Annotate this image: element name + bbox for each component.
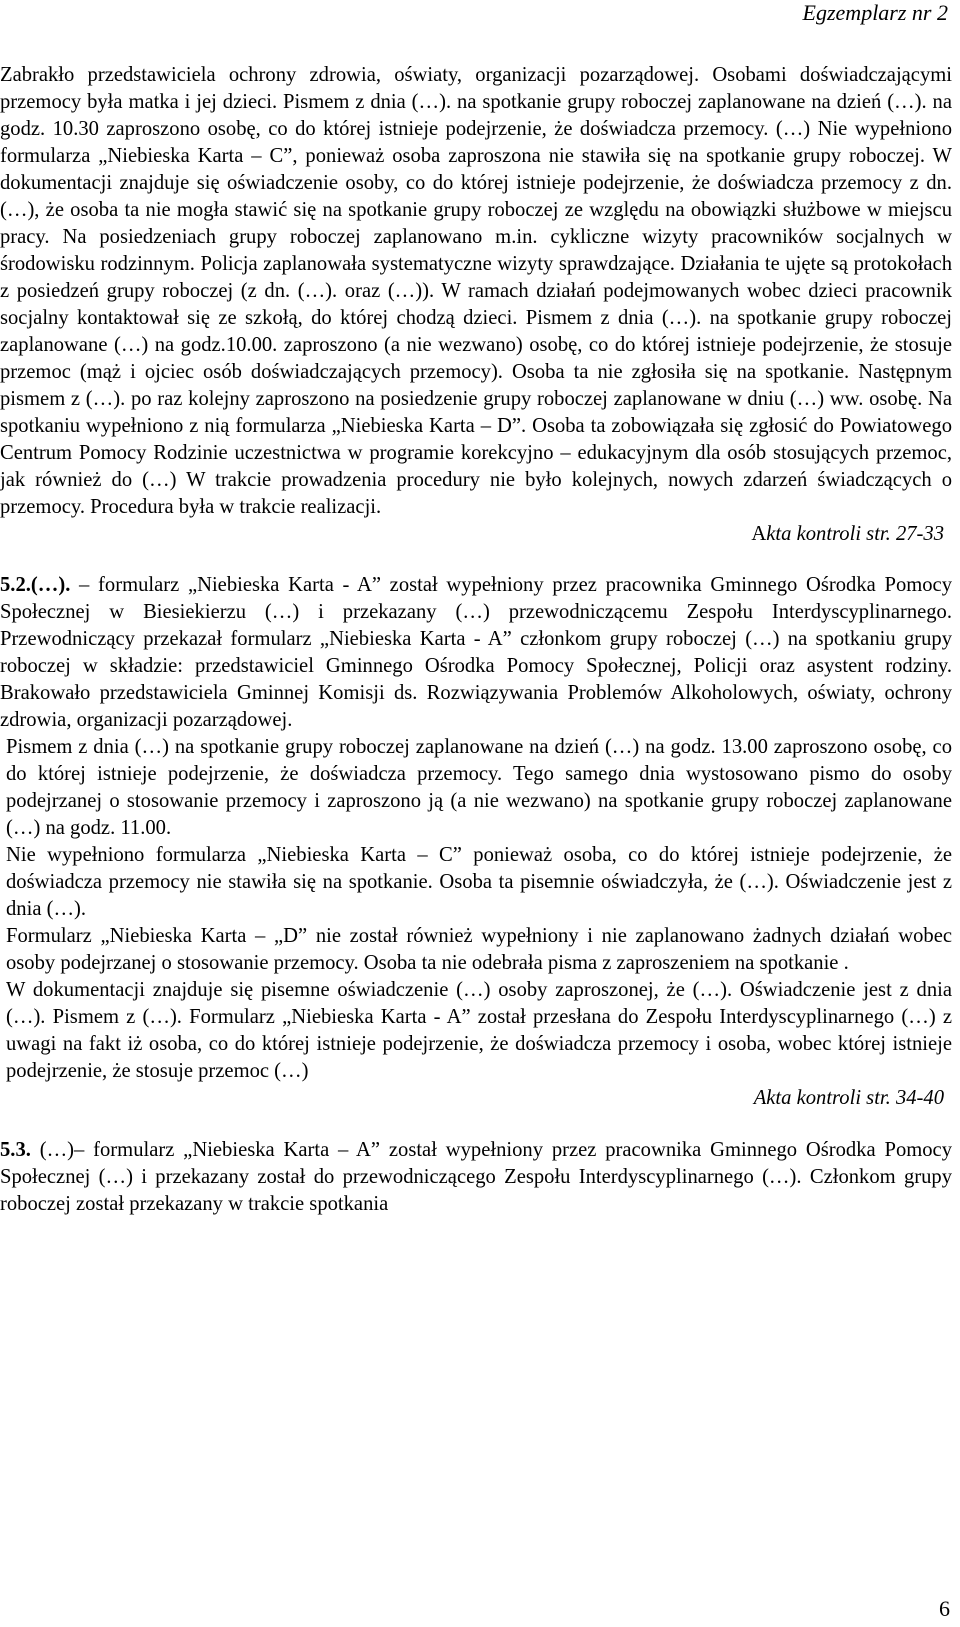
section-5-2-paragraph-3: Nie wypełniono formularza „Niebieska Karta – C” ponieważ osoba, co do której istnieje podejrzenie, że doświadcza przemocy nie stawiła się na spotkanie. Osoba ta pisemnie oświadczyła, że (…). Oświadczenie jest z dnia (…). <box>6 844 952 920</box>
reference-note-1 <box>0 521 952 548</box>
paragraph-intro: Zabrakło przedstawiciela ochrony zdrowia, oświaty, organizacji pozarządowej. Osobami doświadczającymi przemocy była matka i jej dzieci. Pismem z dnia (…). na spotkanie grupy roboczej zaplanowane na dzień (…). na godz. 10.30 zaproszono osobę, co do której istnieje podejrzenie, że doświadcza przemocy. (…) Nie wypełniono formularza „Niebieska Karta – C”, ponieważ osoba zaproszona nie stawiła się na spotkanie grupy roboczej. W dokumentacji znajduje się oświadczenie osoby, co do której istnieje podejrzenie, że doświadcza przemocy z dn. (…), że osoba ta nie mogła stawić się na spotkanie grupy roboczej ze względu na obowiązki służbowe w miejscu pracy. Na posiedzeniach grupy roboczej zaplanowano m.in. cykliczne wizyty pracowników socjalnych w środowisku rodzinnym. Policja zaplanowała systematyczne wizyty sprawdzające. Działania te ujęte są protokołach z posiedzeń grupy roboczej (z dn. (…). oraz (…)). W ramach działań podejmowanych wobec dzieci pracownik socjalny kontaktował się ze szkołą, do której chodzą dzieci. Pismem z dnia (…). na spotkanie grupy roboczej zaplanowane (…) na godz.10.00. zaproszono (a nie wezwano) osobę, co do której istnieje podejrzenie, że stosuje przemoc (mąż i ojciec osób doświadczających przemocy). Osoba ta nie zgłosiła się na spotkanie. Następnym pismem z (…). po raz kolejny zaproszono na posiedzenie grupy roboczej zaplanowane w dniu (…) ww. osobę. Na spotkaniu wypełniono z nią formularza „Niebieska Karta – D”. Osoba ta zobowiązała się zgłosić do Powiatowego Centrum Pomocy Rodzinie uczestnictwa w programie korekcyjno – edukacyjnym dla osób stosujących przemoc, jak również do (…) W trakcie prowadzenia procedury nie było kolejnych, nowych zdarzeń świadczących o przemocy. Procedura była w trakcie realizacji. <box>0 64 952 518</box>
spacer <box>0 1112 952 1137</box>
section-5-2-paragraph-2: Pismem z dnia (…) na spotkanie grupy roboczej zaplanowane na dzień (…) na godz. 13.00 zaproszono osobę, co do której istnieje podejrzenie, że doświadcza przemocy. Tego samego dnia wystosowano pismo do osoby podejrzanej o stosowanie przemocy i zaproszono ją (a nie wezwano) na spotkanie grupy roboczej zaplanowane (…) na godz. 11.00. <box>6 736 952 839</box>
spacer <box>0 548 952 572</box>
section-5-2-number: 5.2.(…). <box>0 574 71 596</box>
reference-note-1-prefix: A <box>751 523 767 545</box>
section-5-3-paragraph <box>0 1137 952 1218</box>
section-5-2-paragraph-5: W dokumentacji znajduje się pisemne oświadczenie (…) osoby zaproszonej, że (…). Oświadczenie jest z dnia (…). Pismem z (…). Formularz „Niebieska Karta - A” został przesłana do Zespołu Interdyscyplinarnego (…) z uwagi na fakt iż osoba, co do której istnieje podejrzenie, że doświadcza przemocy i osoba, wobec której istnieje podejrzenie, że stosuje przemoc (…) <box>6 979 952 1082</box>
section-5-2-paragraph <box>0 572 952 734</box>
document-body <box>0 62 952 1218</box>
copy-number-header: Egzemplarz nr 2 <box>802 0 948 25</box>
page-number: 6 <box>939 1596 950 1621</box>
reference-note-1-rest: kta kontroli str. 27-33 <box>766 523 944 545</box>
section-5-2-text: – formularz „Niebieska Karta - A” został wypełniony przez pracownika Gminnego Ośrodka Pomocy Społecznej w Biesiekierzu (…) i przekazany (…) przewodniczącemu Zespołu Interdyscyplinarnego. Przewodniczący przekazał formularz „Niebieska Karta - A” członkom grupy roboczej (…) na spotkaniu grupy roboczej w składzie: przedstawiciel Gminnego Ośrodka Pomocy Społecznej, Policji oraz asystent rodziny. Brakowało przedstawiciela Gminnej Komisji ds. Rozwiązywania Problemów Alkoholowych, oświaty, ochrony zdrowia, organizacji pozarządowej. <box>0 574 952 731</box>
section-5-3-text: (…)– formularz „Niebieska Karta – A” został wypełniony przez pracownika Gminnego Ośrodka Pomocy Społecznej (…) i przekazany został do przewodniczącego Zespołu Interdyscyplinarnego (…). Członkom grupy roboczej został przekazany w trakcie spotkania <box>0 1139 952 1215</box>
reference-note-2: Akta kontroli str. 34-40 <box>753 1087 944 1109</box>
section-5-2-paragraph-4: Formularz „Niebieska Karta – „D” nie został również wypełniony i nie zaplanowano żadnych działań wobec osoby podejrzanej o stosowanie przemocy. Osoba ta nie odebrała pisma z zaproszeniem na spotkanie . <box>6 925 952 974</box>
section-5-3-number: 5.3. <box>0 1139 31 1161</box>
